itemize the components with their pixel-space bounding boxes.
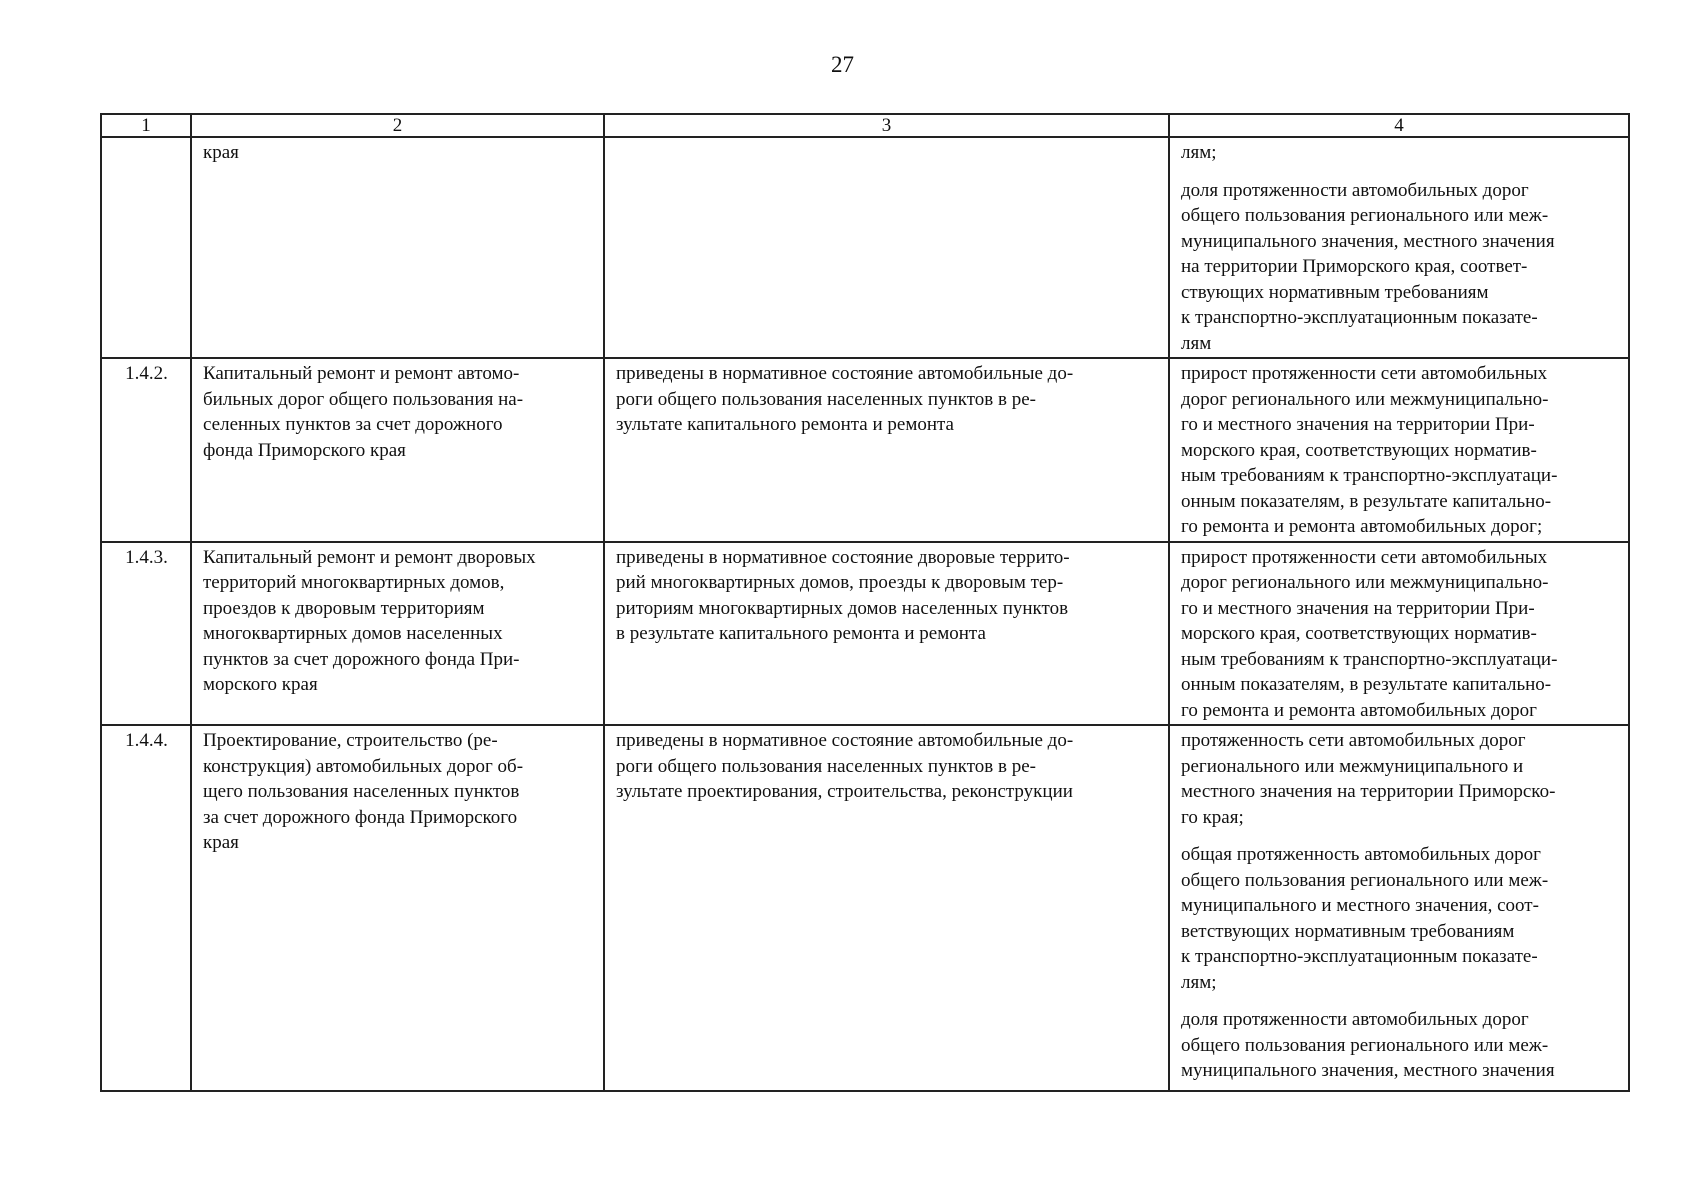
indicators-table: [100, 113, 1630, 1092]
indicator-paragraph: прирост протяженности сети автомобильных дорог регионального или межмуниципально- го и местного значения на территории При- морского края, соответствующих норматив- ным требованиям к транспортно-эксплуатаци- онным показателям, в результате капитально- го ремонта и ремонта автомобильных дорог;: [1181, 363, 1558, 537]
event-name: [191, 725, 604, 1091]
event-result: [604, 358, 1169, 542]
indicators-cell: [1169, 542, 1629, 726]
event-name-text: Капитальный ремонт и ремонт автомо- бильных дорог общего пользования на- селенных пунктов за счет дорожного фонда Приморского края: [203, 363, 524, 461]
header-cell-2: 2: [191, 114, 604, 137]
event-name: [191, 137, 604, 358]
event-result: [604, 542, 1169, 726]
indicators-cell: [1169, 725, 1629, 1091]
indicator-paragraph: общая протяженность автомобильных дорог общего пользования регионального или меж- муниципального и местного значения, соот- ветствующих нормативным требованиям к транспортно-эксплуатационным показате- лям;: [1181, 844, 1549, 993]
indicator-paragraph: прирост протяженности сети автомобильных дорог регионального или межмуниципально- го и местного значения на территории При- морского края, соответствующих норматив- ным требованиям к транспортно-эксплуатаци- онным показателям, в результате капитально- го ремонта и ремонта автомобильных дорог: [1181, 546, 1558, 721]
indicators-cell: [1169, 137, 1629, 358]
indicator-paragraph: протяженность сети автомобильных дорог регионального или межмуниципального и местного значения на территории Приморско- го края;: [1181, 730, 1556, 828]
event-result: [604, 137, 1169, 358]
row-number: 1.4.2.: [101, 358, 191, 542]
page-number: 27: [831, 52, 854, 77]
row-number: 1.4.3.: [101, 542, 191, 726]
event-name: [191, 542, 604, 726]
table-row: [101, 358, 1629, 542]
row-number: 1.4.4.: [101, 725, 191, 1091]
indicator-paragraph: лям;: [1181, 142, 1217, 163]
event-result-text: приведены в нормативное состояние дворовые террито- рий многоквартирных домов, проезды к дворовым тер- риториям многоквартирных домов населенных пунктов в результате капитального ремонта и ремонта: [616, 546, 1070, 644]
event-name: [191, 358, 604, 542]
row-number: [101, 137, 191, 358]
event-result-text: приведены в нормативное состояние автомобильные до- роги общего пользования населенных пунктов в ре- зультате капитального ремонта и ремонта: [616, 363, 1074, 435]
indicator-paragraph: доля протяженности автомобильных дорог общего пользования регионального или меж- муниципального значения, местного значения на территории Приморского края, соответ- ствующих нормативным требованиям к транспортно-эксплуатационным показате- лям: [1181, 179, 1555, 354]
indicator-paragraph: доля протяженности автомобильных дорог общего пользования регионального или меж- муниципального значения, местного значения: [1181, 1009, 1555, 1081]
header-cell-1: 1: [101, 114, 191, 137]
event-result: [604, 725, 1169, 1091]
indicators-cell: [1169, 358, 1629, 542]
table-row: [101, 137, 1629, 358]
event-result-text: приведены в нормативное состояние автомобильные до- роги общего пользования населенных пунктов в ре- зультате проектирования, строительства, реконструкции: [616, 730, 1074, 802]
event-name-text: края: [203, 142, 239, 163]
table-row: [101, 725, 1629, 1091]
event-name-text: Капитальный ремонт и ремонт дворовых территорий многоквартирных домов, проездов к дворовым территориям многоквартирных домов населенных пунктов за счет дорожного фонда При- морского края: [203, 546, 536, 695]
table-header-row: [101, 114, 1629, 137]
event-name-text: Проектирование, строительство (ре- конструкция) автомобильных дорог об- щего пользования населенных пунктов за счет дорожного фонда Приморского края: [203, 730, 524, 853]
header-cell-4: 4: [1169, 114, 1629, 137]
table-row: [101, 542, 1629, 726]
header-cell-3: 3: [604, 114, 1169, 137]
